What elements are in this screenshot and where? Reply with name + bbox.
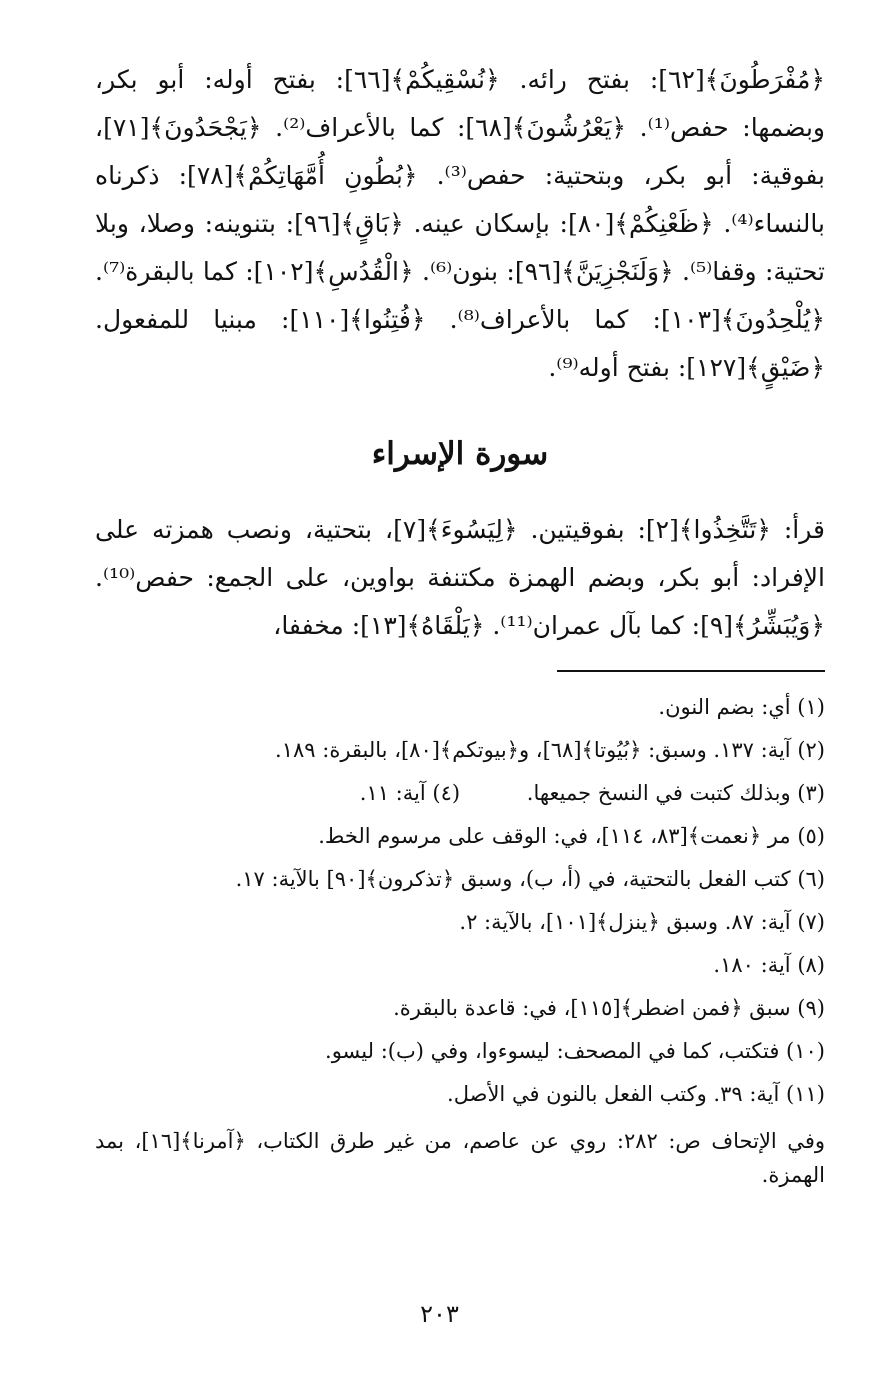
footnote-11: (١١) آية: ٣٩. وكتب الفعل بالنون في الأصل. [447, 1082, 825, 1106]
footnote-divider [557, 670, 825, 672]
footnote-9: (٩) سبق ﴿فمن اضطر﴾[١١٥]، في: قاعدة بالبقرة. [393, 996, 825, 1020]
footnote-extra: وفي الإتحاف ص: ٢٨٢: روي عن عاصم، من غير طرق الكتاب، ﴿آمرنا﴾[١٦]، بمد الهمزة. [95, 1129, 825, 1187]
footnote-5: (٥) مر ﴿نعمت﴾[٨٣، ١١٤]، في: الوقف على مرسوم الخط. [318, 824, 825, 848]
footnote-2: (٢) آية: ١٣٧. وسبق: ﴿بُيُوتا﴾[٦٨]، و﴿بيوتكم﴾[٨٠]، بالبقرة: ١٨٩. [275, 738, 825, 762]
surah-title: سورة الإسراء [371, 436, 549, 472]
footnote-8: (٨) آية: ١٨٠. [713, 953, 825, 977]
footnote-7: (٧) آية: ٨٧. وسبق ﴿ينزل﴾[١٠١]، بالآية: ٢. [459, 910, 825, 934]
footnote-3-4: (٣) وبذلك كتبت في النسخ جميعها. (٤) آية: ١١. [359, 781, 825, 805]
footnote-1: (١) أي: بضم النون. [658, 695, 825, 719]
footnotes [95, 686, 825, 1192]
footnote-6: (٦) كتب الفعل بالتحتية، في (أ، ب)، وسبق ﴿تذكرون﴾[٩٠] بالآية: ١٧. [235, 867, 825, 891]
paragraph-nahl-end: ﴿مُفْرَطُونَ﴾[٦٢]: بفتح رائه. ﴿نُسْقِيكُمْ﴾[٦٦]: بفتح أوله: أبو بكر، وبضمها: حفص⁽¹⁾. ﴿يَعْرُشُونَ﴾[٦٨]: كما بالأعراف⁽²⁾. ﴿يَجْحَدُونَ﴾[٧١]، بفوقية: أبو بكر، وبتحتية: حفص⁽³⁾. ﴿بُطُونِ أُمَّهَاتِكُمْ﴾[٧٨]: ذكرناه بالنساء⁽⁴⁾. ﴿ظَعْنِكُمْ﴾[٨٠]: بإسكان عينه. ﴿بَاقٍ﴾[٩٦]: بتنوينه: وصلا، وبلا تحتية: وقفا⁽⁵⁾. ﴿وَلَنَجْزِيَنَّ﴾[٩٦]: بنون⁽⁶⁾. ﴿الْقُدُسِ﴾[١٠٢]: كما بالبقرة⁽⁷⁾. ﴿يُلْحِدُونَ﴾[١٠٣]: كما بالأعراف⁽⁸⁾. ﴿فُتِنُوا﴾[١١٠]: مبنيا للمفعول. ﴿ضَيْقٍ﴾[١٢٧]: بفتح أوله⁽⁹⁾. [95, 65, 826, 382]
page-number: ٢٠٣ [420, 1300, 459, 1328]
footnote-10: (١٠) فتكتب، كما في المصحف: ليسوءوا، وفي (ب): ليسو. [325, 1039, 825, 1063]
page-body [95, 56, 825, 1192]
paragraph-isra-start: قرأ: ﴿تَتَّخِذُوا﴾[٢]: بفوقيتين. ﴿لِيَسُوءَ﴾[٧]، بتحتية، ونصب همزته على الإفراد: أبو بكر، وبضم الهمزة مكتنفة بواوين، على الجمع: حفص⁽¹⁰⁾. ﴿وَيُبَشِّرُ﴾[٩]: كما بآل عمران⁽¹¹⁾. ﴿يَلْقَاهُ﴾[١٣]: مخففا، [95, 515, 825, 640]
